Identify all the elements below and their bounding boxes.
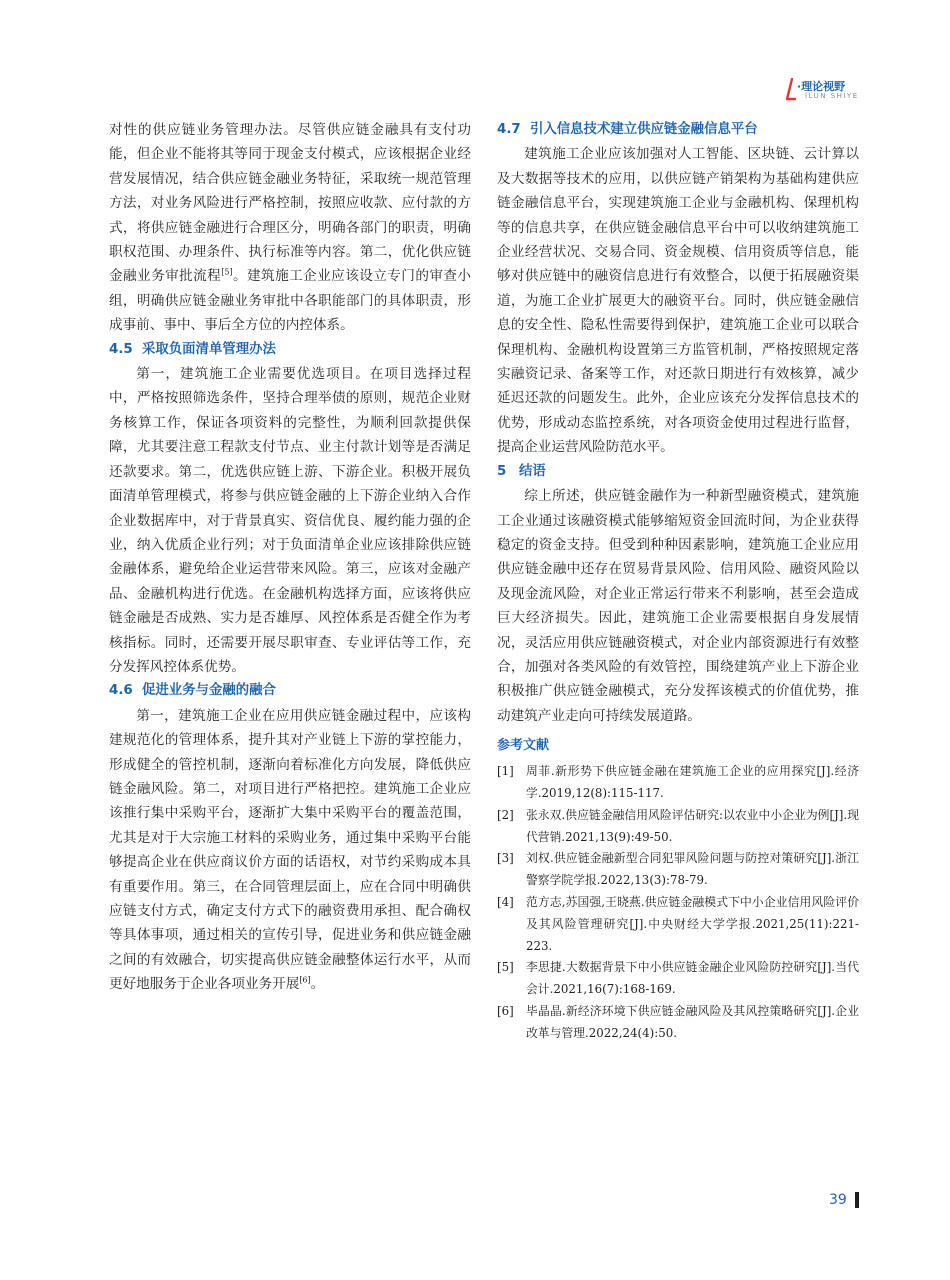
reference-item: [4] 范方志,苏国强,王晓燕.供应链金融模式下中小企业信用风险评价及其风险管理研究[J].中央财经大学学报.2021,25(11):221-223. bbox=[497, 894, 859, 953]
paragraph-4-5: 第一，建筑施工企业需要优选项目。在项目选择过程中，严格按照筛选条件，坚持合理举债的原则，规范企业财务核算工作，保证各项资料的完整性，为顺利回款提供保障，尤其要注意工程款支付节点、业主付款计划等是否满足还款要求。第二，优选供应链上游、下游企业。积极开展负面清单管理模式，将参与供应链金融的上下游企业纳入合作企业数据库中，对于背景真实、资信优良、履约能力强的企业，纳入优质企业行列；对于负面清单企业应该排除供应链金融体系，避免给企业运营带来风险。第三，应该对金融产品、金融机构进行优选。在金融机构选择方面，应该将供应链金融是否成熟、实力是否雄厚、风控体系是否健全作为考核指标。同时，还需要开展尽职审查、专业评估等工作，充分发挥风控体系优势。 bbox=[109, 366, 471, 675]
page-number-bar bbox=[855, 1192, 859, 1208]
page-number: 39 bbox=[829, 1192, 847, 1208]
paragraph-intro: 对性的供应链业务管理办法。尽管供应链金融具有支付功能，但企业不能将其等同于现金支付模式，应该根据企业经营发展情况，结合供应链金融业务特征，采取统一规范管理方法，对业务风险进行严格控制，按照应收款、应付款的方式，将供应链金融进行合理区分，明确各部门的职责，明确职权范围、办理条件、执行标准等内容。第二，优化供应链金融业务审批流程[5]。建筑施工企业应该设立专门的审查小组，明确供应链金融业务审批中各职能部门的具体职责，形成事前、事中、事后全方位的内控体系。 bbox=[109, 122, 472, 334]
brand-subtitle: ILUN SHIYE bbox=[805, 92, 859, 100]
journal-brand bbox=[783, 78, 863, 104]
brand-logo-icon bbox=[783, 78, 797, 102]
reference-item: [5] 李思捷.大数据背景下中小供应链金融企业风险防控研究[J].当代会计.2021,16(7):168-169. bbox=[497, 960, 859, 997]
section-heading-4-6: 4.6 促进业务与金融的融合 bbox=[109, 683, 276, 699]
reference-item: [6] 毕晶晶.新经济环境下供应链金融风险及其风控策略研究[J].企业改革与管理.2022,24(4):50. bbox=[497, 1003, 859, 1040]
reference-item: [2] 张永双.供应链金融信用风险评估研究:以农业中小企业为例[J].现代营销.2021,13(9):49-50. bbox=[497, 807, 859, 844]
left-column bbox=[109, 118, 471, 997]
brand-title: ·理论视野 bbox=[797, 80, 846, 93]
citation-5: [5] bbox=[221, 267, 233, 277]
paragraph-conclusion: 综上所述，供应链金融作为一种新型融资模式，建筑施工企业通过该融资模式能够缩短资金回流时间，为企业获得稳定的资金支持。但受到种种因素影响，建筑施工企业应用供应链金融中还存在贸易背景风险、信用风险、融资风险以及现金流风险，对企业正常运行带来不利影响，甚至会造成巨大经济损失。因此，建筑施工企业需要根据自身发展情况，灵活应用供应链融资模式，对企业内部资源进行有效整合，加强对各类风险的有效管控，围绕建筑产业上下游企业积极推广供应链金融模式，充分发挥该模式的价值优势，推动建筑产业走向可持续发展道路。 bbox=[497, 488, 859, 724]
right-column bbox=[497, 118, 859, 1045]
paragraph-4-7: 建筑施工企业应该加强对人工智能、区块链、云计算以及大数据等技术的应用，以供应链产销架构为基础构建供应链金融信息平台，实现建筑施工企业与金融机构、保理机构等的信息共享，在供应链金融信息平台中可以收纳建筑施工企业经营状况、交易合同、资金规模、信用资质等信息，能够对供应链中的融资信息进行有效整合，以便于拓展融资渠道，为施工企业扩展更大的融资平台。同时，供应链金融信息的安全性、隐私性需要得到保护，建筑施工企业可以联合保理机构、金融机构设置第三方监管机制，严格按照规定落实融资记录、备案等工作，对还款日期进行有效核算，减少延迟还款的问题发生。此外，企业应该充分发挥信息技术的优势，形成动态监控系统，对各项资金使用过程进行监督，提高企业运营风险防范水平。 bbox=[497, 146, 859, 456]
section-heading-4-7: 4.7 引入信息技术建立供应链金融信息平台 bbox=[497, 122, 758, 137]
paragraph-4-6: 第一，建筑施工企业在应用供应链金融过程中，应该构建规范化的管理体系，提升其对产业链上下游的掌控能力，形成健全的管控机制，逐渐向着标准化方向发展，降低供应链金融风险。第二，对项目进行严格把控。建筑施工企业应该推行集中采购平台，逐渐扩大集中采购平台的覆盖范围，尤其是对于大宗施工材料的采购业务，通过集中采购平台能够提高企业在供应商议价方面的话语权，对节约采购成本具有重要作用。第三，在合同管理层面上，应在合同中明确供应链支付方式，确定支付方式下的融资费用承担、配合确权等具体事项，通过相关的宣传引导，促进业务和供应链金融之间的有效融合，切实提高供应链金融整体运行水平，从而更好地服务于企业各项业务开展[6]。 bbox=[109, 707, 471, 993]
references-title: 参考文献 bbox=[497, 738, 550, 754]
section-heading-4-5: 4.5 采取负面清单管理办法 bbox=[109, 341, 276, 357]
reference-item: [3] 刘权.供应链金融新型合同犯罪风险问题与防控对策研究[J].浙江警察学院学报.2022,13(3):78-79. bbox=[497, 851, 859, 888]
citation-6: [6] bbox=[299, 975, 311, 985]
section-heading-5: 5 结语 bbox=[497, 463, 546, 479]
reference-item: [1] 周菲.新形势下供应链金融在建筑施工企业的应用探究[J].经济学.2019,12(8):115-117. bbox=[497, 764, 859, 800]
references-list bbox=[497, 761, 859, 1044]
